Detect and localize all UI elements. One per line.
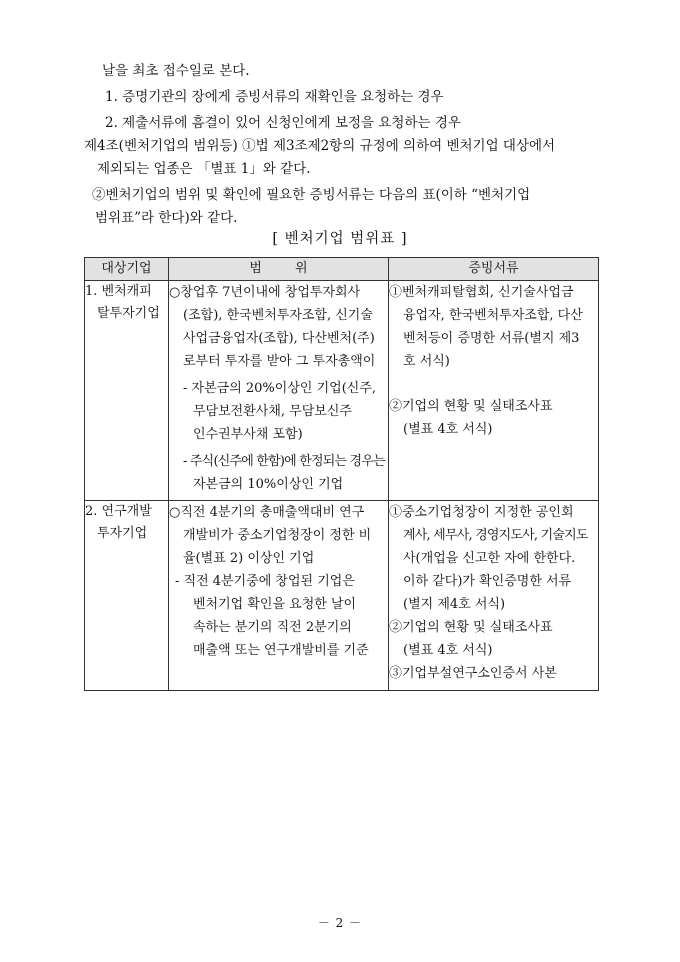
document-line: 계사, 세무사, 경영지도사, 기술지도 [403,528,588,543]
document-line: (별지 제4호 서식) [403,597,506,612]
target-cell [85,501,169,691]
scope-line: 매출액 또는 연구개발비를 기준 [193,643,369,658]
scope-line: ○창업후 7년이내에 창업투자회사 [169,285,361,300]
table-title: [ 벤처기업 범위표 ] [272,231,408,247]
document-line: 융업자, 한국벤처투자조합, 다산 [403,308,583,323]
document-line: 이하 같다)가 확인증명한 서류 [403,574,572,589]
table-row [85,501,599,691]
scope-line: 사업금융업자(조합), 다산벤처(주) [183,331,375,346]
target-line: 탈투자기업 [97,306,160,321]
target-line: 투자기업 [97,526,148,541]
scope-line: - 직전 4분기중에 창업된 기업은 [175,574,355,589]
document-line: ①벤처캐피탈협회, 신기술사업금 [389,285,574,300]
documents-cell [389,501,599,691]
scope-line: (조합), 한국벤처투자조합, 신기술 [183,308,373,323]
table-row [85,281,599,501]
paragraph-line: ②벤처기업의 범위 및 확인에 필요한 증빙서류는 다음의 표(이하 “벤처기업 [92,187,531,203]
document-line: (별표 4호 서식) [403,422,493,437]
scope-line: - 자본금의 20%이상인 기업(신주, [183,381,377,396]
scope-line: 자본금의 10%이상인 기업 [193,477,344,492]
documents-cell [389,281,599,501]
paragraph-line: 1. 증명기관의 장에게 증빙서류의 재확인을 요청하는 경우 [105,89,444,105]
scope-line: - 주식(신주에 한함)에 한정되는 경우는 [183,454,385,469]
document-line: ③기업부설연구소인증서 사본 [389,666,557,681]
scope-line: 무담보전환사채, 무담보신주 [193,404,352,419]
document-line: (별표 4호 서식) [403,643,493,658]
article-heading-line: 제4조(벤처기업의 범위등) ①법 제3조제2항의 규정에 의하여 벤처기업 대상에서 [84,138,556,154]
scope-cell [169,501,389,691]
target-line: 2. 연구개발 [85,504,152,519]
venture-scope-table [84,257,599,691]
document-line: 사(개업을 신고한 자에 한한다. [403,551,576,566]
paragraph-line: 날을 최초 접수일로 본다. [102,63,250,79]
header-target: 대상기업 [85,258,169,281]
document-line: ②기업의 현황 및 실태조사표 [389,620,553,635]
document-line: ①중소기업청장이 지정한 공인회 [389,505,574,520]
document-line: 호 서식) [403,354,450,369]
header-documents: 증빙서류 [389,258,599,281]
header-scope: 범 위 [169,258,389,281]
scope-cell [169,281,389,501]
scope-line: 개발비가 중소기업청장이 정한 비 [183,528,372,543]
scope-line: 벤처기업 확인을 요청한 날이 [193,597,357,612]
scope-line: ○직전 4분기의 총매출액대비 연구 [169,505,365,520]
page-number: － 2 － [317,916,363,930]
scope-line: 속하는 분기의 직전 2분기의 [193,620,352,635]
target-cell [85,281,169,501]
scope-line: 로부터 투자를 받아 그 투자총액이 [183,354,376,369]
target-line: 1. 벤처캐피 [85,284,152,299]
paragraph-line: 제외되는 업종은 「별표 1」와 같다. [97,161,311,177]
paragraph-line: 범위표”라 한다)와 같다. [95,210,238,226]
table-header-row [85,258,599,281]
document-line: 벤처등이 증명한 서류(별지 제3 [403,331,580,346]
scope-line: 율(별표 2) 이상인 기업 [183,551,315,566]
document-line: ②기업의 현황 및 실태조사표 [389,399,553,414]
paragraph-line: 2. 제출서류에 흠결이 있어 신청인에게 보정을 요청하는 경우 [105,115,461,131]
scope-line: 인수권부사채 포함) [193,427,303,442]
